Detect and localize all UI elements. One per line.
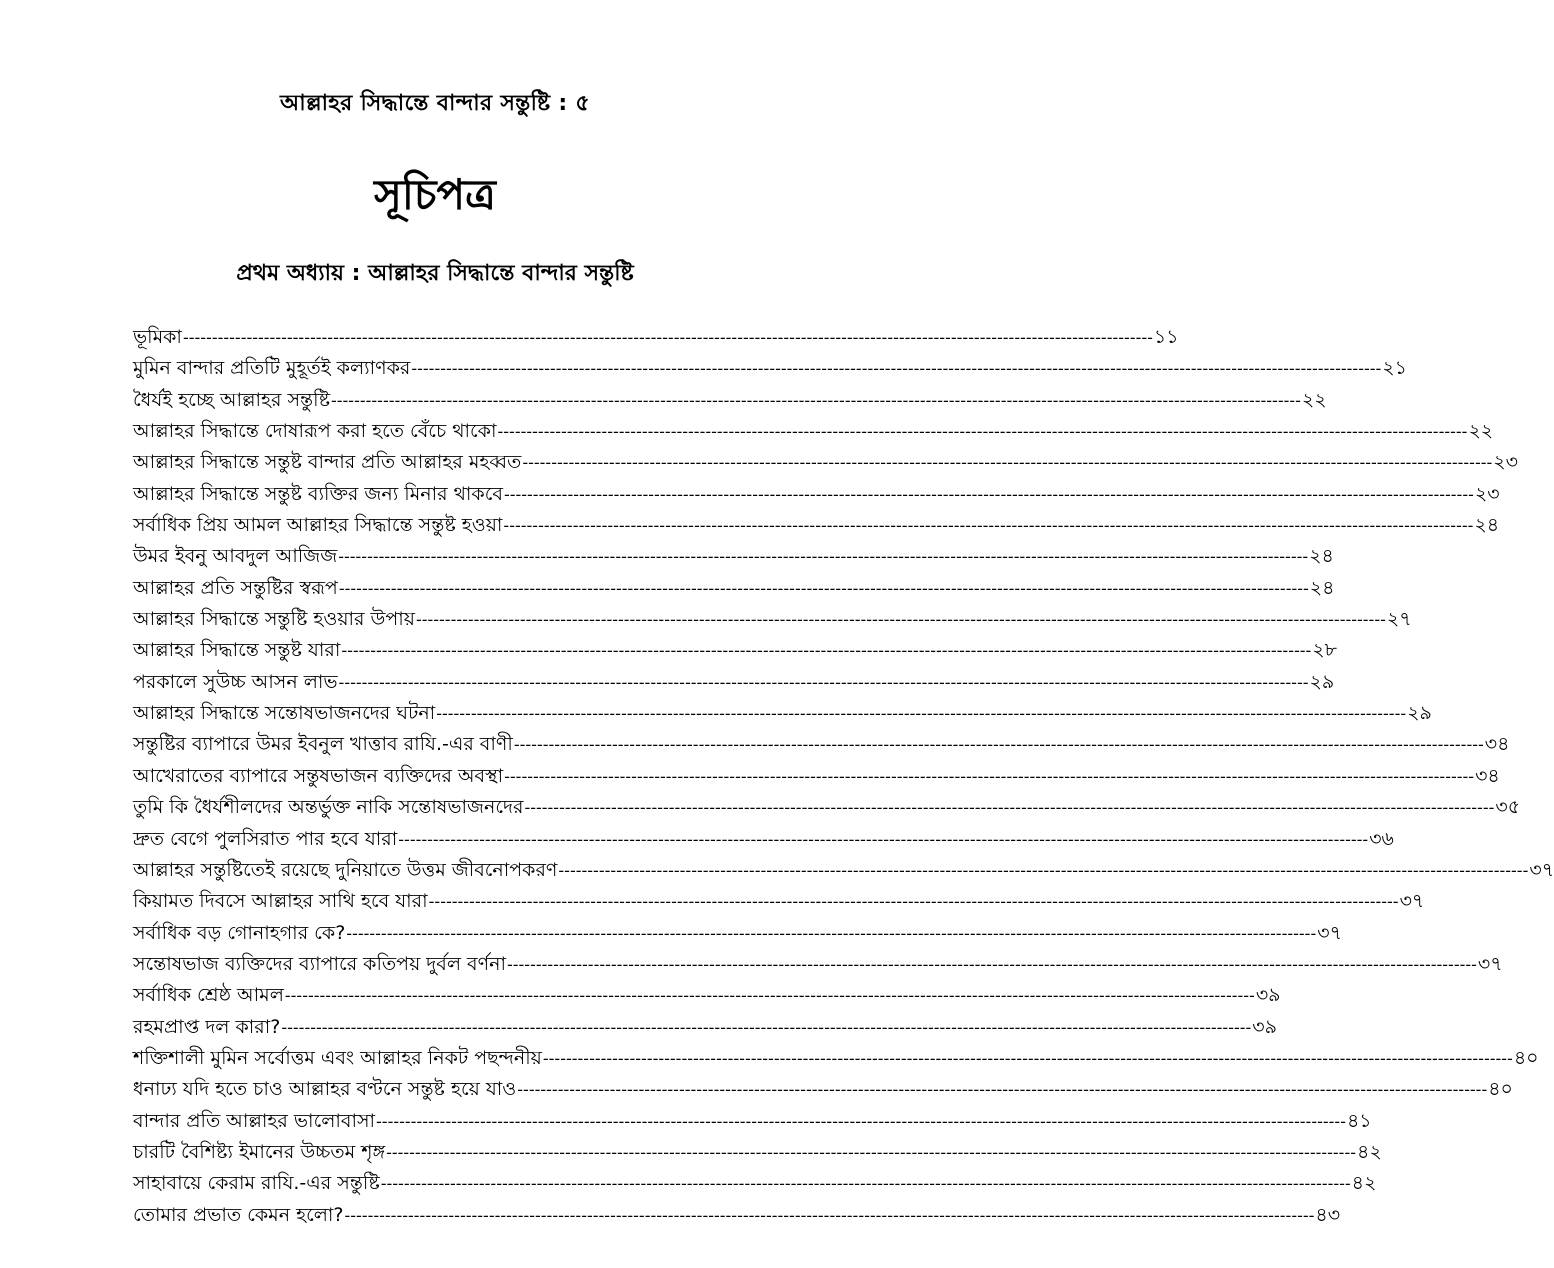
toc-entry-title: আল্লাহর সিদ্ধান্তে সন্তুষ্ট ব্যক্তির জন্য মিনার থাকবে [133, 482, 503, 505]
toc-entry-title: আল্লাহর সিদ্ধান্তে দোষারূপ করা হতে বেঁচে থাকো [133, 420, 497, 443]
toc-entry-page-number: ২৯ [1309, 670, 1335, 693]
toc-entry-page-number: ৩৯ [1252, 1015, 1277, 1038]
dash-leader [281, 1012, 1251, 1043]
toc-entry[interactable] [133, 416, 1494, 447]
toc-entry-page-number: ৪২ [1357, 1140, 1382, 1163]
toc-entry[interactable] [133, 667, 1335, 698]
toc-entry-page-number: ২৪ [1474, 514, 1500, 537]
toc-entry[interactable] [133, 698, 1432, 729]
dash-leader [514, 729, 1484, 760]
dash-leader [331, 385, 1301, 416]
toc-entry[interactable] [133, 729, 1510, 760]
dash-leader [411, 353, 1381, 384]
toc-entry-page-number: ২২ [1468, 420, 1494, 443]
toc-entry[interactable] [133, 322, 1179, 353]
dash-leader [416, 604, 1386, 635]
toc-entry[interactable] [133, 479, 1500, 510]
toc-entry-title: কিয়ামত দিবসে আল্লাহর সাথি হবে যারা [133, 890, 428, 913]
dash-leader [504, 479, 1474, 510]
dash-leader [386, 1137, 1356, 1168]
toc-entry-page-number: ১১ [1153, 326, 1179, 348]
toc-entry-page-number: ৩৭ [1317, 921, 1342, 944]
dash-leader [517, 1074, 1487, 1105]
toc-entry-page-number: ৩৭ [1399, 890, 1425, 913]
page-title: সূচিপত্র [374, 170, 496, 219]
toc-entry[interactable] [133, 385, 1327, 416]
dash-leader [344, 1200, 1314, 1231]
toc-entry-page-number: ৩৬ [1369, 827, 1394, 850]
dash-leader [504, 761, 1474, 792]
toc-entry-page-number: ৩৯ [1255, 984, 1281, 1007]
toc-entry[interactable] [133, 886, 1425, 917]
toc-entry-page-number: ২৪ [1309, 576, 1335, 599]
dash-leader [436, 698, 1406, 729]
dash-leader [558, 855, 1528, 886]
dash-leader [429, 886, 1399, 917]
toc-entry[interactable] [133, 855, 1554, 886]
toc-entry[interactable] [133, 604, 1412, 635]
toc-entry-title: সাহাবায়ে কেরাম রাযি.-এর সন্তুষ্টি [133, 1172, 380, 1195]
toc-entry-title: আল্লাহর প্রতি সন্তুষ্টির স্বরূপ [133, 576, 338, 599]
chapter-heading: প্রথম অধ্যায় : আল্লাহর সিদ্ধান্তে বান্দার সন্তুষ্টি [236, 261, 634, 286]
toc-entry[interactable] [133, 573, 1335, 604]
toc-entry-title: ভূমিকা [133, 326, 182, 348]
toc-entry[interactable] [133, 1074, 1513, 1105]
toc-entry[interactable] [133, 980, 1281, 1011]
toc-entry-title: আখেরাতের ব্যাপারে সন্তুষভাজন ব্যক্তিদের অবস্থা [133, 764, 504, 787]
toc-entry[interactable] [133, 541, 1334, 572]
toc-entry-title: চারটি বৈশিষ্ট্য ইমানের উচ্চতম শৃঙ্গ [133, 1140, 386, 1163]
dash-leader [381, 1168, 1351, 1199]
toc-entry-title: পরকালে সুউচ্চ আসন লাভ [133, 670, 338, 693]
toc-entry-page-number: ২৭ [1386, 608, 1412, 631]
toc-entry-title: আল্লাহর সিদ্ধান্তে সন্তুষ্ট বান্দার প্রতি আল্লাহর মহব্বত [133, 451, 522, 474]
toc-entry-page-number: ৪১ [1346, 1109, 1372, 1132]
toc-entry[interactable] [133, 824, 1394, 855]
toc-entry-title: সন্তুষ্টির ব্যাপারে উমর ইবনুল খাত্তাব রাযি.-এর বাণী [133, 733, 513, 756]
dash-leader [398, 824, 1368, 855]
toc-entry-page-number: ২২ [1301, 388, 1327, 411]
toc-entry[interactable] [133, 447, 1518, 478]
toc-entry-page-number: ২৩ [1474, 482, 1500, 505]
toc-entry[interactable] [133, 918, 1342, 949]
toc-entry-title: তোমার প্রভাত কেমন হলো? [133, 1203, 344, 1226]
toc-entry-title: সর্বাধিক বড় গোনাহগার কে? [133, 921, 346, 944]
toc-entry-page-number: ৩৫ [1495, 796, 1521, 819]
toc-entry-page-number: ৩৪ [1484, 733, 1510, 756]
toc-entry-title: মুমিন বান্দার প্রতিটি মুহূর্তই কল্যাণকর [133, 357, 411, 380]
dash-leader [339, 573, 1309, 604]
toc-entry[interactable] [133, 353, 1407, 384]
toc-entry[interactable] [133, 1168, 1377, 1199]
toc-entry-title: শক্তিশালী মুমিন সর্বোত্তম এবং আল্লাহর নিকট পছন্দনীয় [133, 1046, 542, 1069]
toc-entry-page-number: ৪৩ [1315, 1203, 1341, 1226]
dash-leader [543, 1043, 1513, 1074]
toc-entry[interactable] [133, 1137, 1382, 1168]
toc-entry-page-number: ৪০ [1513, 1046, 1539, 1069]
toc-list [133, 322, 1554, 1231]
toc-entry-title: ধনাঢ্য যদি হতে চাও আল্লাহর বণ্টনে সন্তুষ্ট হয়ে যাও [133, 1078, 517, 1101]
toc-entry[interactable] [133, 635, 1337, 666]
toc-entry-page-number: ৪২ [1351, 1172, 1377, 1195]
toc-entry-title: দ্রুত বেগে পুলসিরাত পার হবে যারা [133, 827, 398, 850]
dash-leader [341, 635, 1311, 666]
toc-entry-title: আল্লাহর সিদ্ধান্তে সন্তুষ্ট যারা [133, 639, 341, 662]
dash-leader [183, 322, 1153, 353]
toc-entry-title: আল্লাহর সিদ্ধান্তে সন্তুষ্টি হওয়ার উপায় [133, 608, 415, 631]
toc-entry-title: ধৈর্যই হচ্ছে আল্লাহর সন্তুষ্টি [133, 388, 330, 411]
toc-entry-title: বান্দার প্রতি আল্লাহর ভালোবাসা [133, 1109, 376, 1132]
toc-entry-page-number: ২৯ [1407, 702, 1432, 725]
dash-leader [338, 541, 1308, 572]
toc-entry-page-number: ৪০ [1488, 1078, 1513, 1101]
dash-leader [503, 510, 1473, 541]
toc-entry[interactable] [133, 1200, 1341, 1231]
toc-entry[interactable] [133, 510, 1500, 541]
toc-entry-page-number: ২৪ [1309, 545, 1334, 568]
toc-entry[interactable] [133, 949, 1503, 980]
dash-leader [376, 1106, 1346, 1137]
toc-entry-title: সর্বাধিক শ্রেষ্ঠ আমল [133, 984, 284, 1007]
toc-entry-title: তুমি কি ধৈর্যশীলদের অন্তর্ভুক্ত নাকি সন্তোষভাজনদের [133, 796, 524, 819]
toc-entry-title: সন্তোষভাজ ব্যক্তিদের ব্যাপারে কতিপয় দুর্বল বর্ণনা [133, 952, 506, 975]
dash-leader [346, 918, 1316, 949]
running-header: আল্লাহর সিদ্ধান্তে বান্দার সন্তুষ্টি : ৫ [280, 91, 590, 116]
toc-entry[interactable] [133, 792, 1521, 823]
toc-entry-title: আল্লাহর সিদ্ধান্তে সন্তোষভাজনদের ঘটনা [133, 702, 436, 725]
dash-leader [524, 792, 1494, 823]
toc-entry-title: রহমপ্রাপ্ত দল কারা? [133, 1015, 281, 1038]
dash-leader [339, 667, 1309, 698]
dash-leader [507, 949, 1477, 980]
dash-leader [285, 980, 1255, 1011]
toc-entry-page-number: ২৮ [1312, 639, 1337, 662]
dash-leader [522, 447, 1492, 478]
toc-entry[interactable] [133, 1106, 1372, 1137]
toc-entry-page-number: ২৩ [1493, 451, 1518, 474]
toc-entry[interactable] [133, 761, 1500, 792]
toc-entry-title: উমর ইবনু আবদুল আজিজ [133, 545, 338, 568]
toc-entry-page-number: ৩৭ [1477, 952, 1503, 975]
dash-leader [498, 416, 1468, 447]
toc-entry-title: আল্লাহর সন্তুষ্টিতেই রয়েছে দুনিয়াতে উত্তম জীবনোপকরণ [133, 858, 558, 881]
toc-entry-page-number: ৩৭ [1529, 858, 1554, 881]
toc-entry-page-number: ৩৪ [1475, 764, 1500, 787]
toc-entry-page-number: ২১ [1382, 357, 1407, 380]
toc-entry[interactable] [133, 1012, 1277, 1043]
toc-entry-title: সর্বাধিক প্রিয় আমল আল্লাহর সিদ্ধান্তে সন্তুষ্ট হওয়া [133, 514, 503, 537]
toc-entry[interactable] [133, 1043, 1539, 1074]
